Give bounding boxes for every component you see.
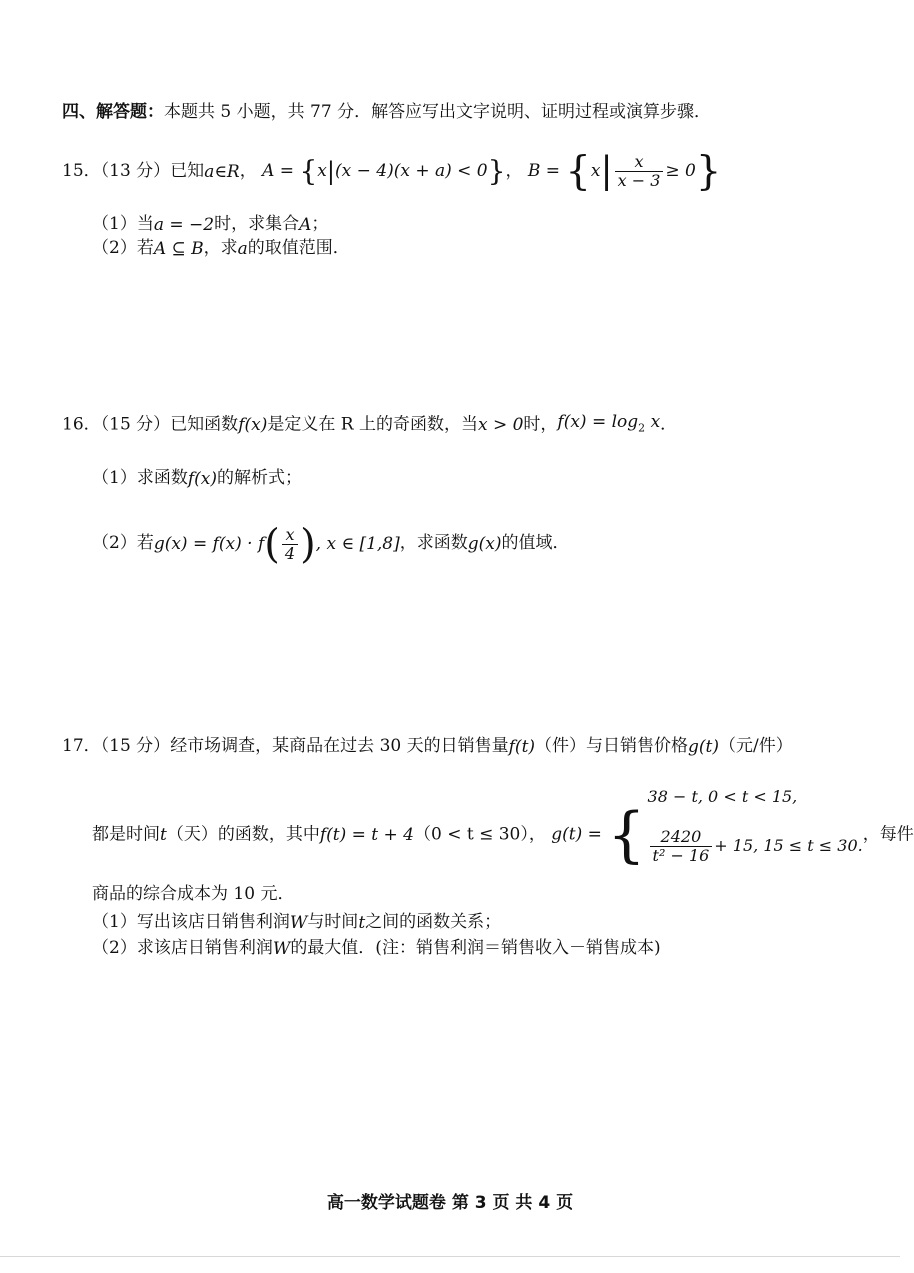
q15-set-a-cond: (x − 4)(x + a) < 0 xyxy=(334,161,488,182)
q17-p2-end: 的最大值．(注：销售利润＝销售收入－销售成本) xyxy=(290,938,661,958)
q15-p1-pre: 当 xyxy=(136,214,154,234)
q17-gt: g(t) xyxy=(688,736,720,757)
q16-intro: 已知函数 xyxy=(170,414,239,435)
q16-score: （15 分） xyxy=(100,414,171,435)
q15-sep1: ， xyxy=(239,161,257,181)
q15-p1-set: A xyxy=(299,214,312,235)
q16-fx: f(x) xyxy=(238,415,268,436)
q15-p2-math: A ⊆ B xyxy=(153,238,204,259)
q17-p1-label: （1） xyxy=(92,912,137,932)
q17-l2-sep: ， xyxy=(528,824,546,845)
page-footer: 高一数学试题卷 第 3 页 共 4 页 xyxy=(326,1193,574,1213)
q16-p1-end: 的解析式； xyxy=(216,468,302,488)
left-paren-glyph: ( xyxy=(264,521,280,567)
q16-p2-g: g(x) = f(x) · f xyxy=(153,533,265,554)
q15-p1-label: （1） xyxy=(92,214,137,234)
section-header xyxy=(62,100,711,124)
q15-set-b xyxy=(528,146,721,197)
q16-part-1 xyxy=(92,466,302,491)
q15-intro: 已知 xyxy=(170,161,205,181)
q17-p1-t: t xyxy=(358,912,366,933)
q15-number: 15． xyxy=(62,161,101,181)
q17-l2-gt: g(t) = xyxy=(551,824,602,845)
q16-number: 16． xyxy=(62,414,101,435)
q17-cases-list xyxy=(648,786,863,884)
q17-l3: 商品的综合成本为 10 元． xyxy=(92,884,295,904)
q17-case-2-num: 2420 xyxy=(660,826,702,846)
q15-p1-end: ； xyxy=(311,214,329,234)
q17-case-2-fraction xyxy=(650,828,713,865)
q17-ft: f(t) xyxy=(508,736,536,757)
left-brace-glyph: { xyxy=(299,154,318,188)
q16-log-base: 2 xyxy=(638,421,646,435)
q17-l2-end: ，每件 xyxy=(862,824,914,845)
q16-part-2 xyxy=(92,518,570,568)
question-16-stem xyxy=(62,410,677,440)
q16-p2-dom: , x ∈ [1,8] xyxy=(315,533,400,554)
q17-part-2 xyxy=(92,936,661,961)
q16-mid2: 时， xyxy=(523,414,558,435)
q15-p2-label: （2） xyxy=(92,238,137,258)
q17-case-2-rest: + 15, 15 ≤ t ≤ 30. xyxy=(714,836,863,855)
q16-p2-frac-num: x xyxy=(285,524,295,544)
bar-glyph: | xyxy=(326,157,335,186)
q15-a-in-r: a∈R xyxy=(204,161,240,182)
q16-p2-fraction xyxy=(282,526,298,563)
question-15-stem xyxy=(62,146,721,196)
q15-set-a-var: x xyxy=(317,161,327,182)
q16-p2-pre: 若 xyxy=(136,533,154,553)
q16-cond: x > 0 xyxy=(477,415,524,436)
q15-part-2 xyxy=(92,236,350,261)
q15-p1-math: a = −2 xyxy=(153,214,215,235)
q17-l2-t: t xyxy=(160,825,167,845)
q17-p1-pre: 写出该店日销售利润 xyxy=(136,912,290,932)
q17-l2-ft: f(t) = t + 4 xyxy=(319,825,414,845)
section-instructions: 本题共 5 小题，共 77 分．解答应写出文字说明、证明过程或演算步骤． xyxy=(164,102,712,122)
cases-brace-glyph: { xyxy=(607,800,646,870)
q15-part-1 xyxy=(92,212,328,237)
q17-piecewise xyxy=(551,786,862,884)
question-17-stem xyxy=(62,734,793,759)
q15-set-b-rel: ≥ 0 xyxy=(665,161,696,182)
q17-p1-end: 之间的函数关系； xyxy=(365,912,502,932)
q17-case-2 xyxy=(648,808,863,884)
q15-p2-pre: 若 xyxy=(136,238,154,258)
q17-case-1: 38 − t, 0 < t < 15, xyxy=(647,787,798,806)
q15-p2-end: 的取值范围． xyxy=(247,238,350,258)
q17-p2-label: （2） xyxy=(92,938,137,958)
q15-set-b-fraction xyxy=(615,153,664,190)
q17-p1-mid: 与时间 xyxy=(307,912,359,932)
q15-set-b-den: x − 3 xyxy=(615,171,664,190)
q16-p2-label: （2） xyxy=(92,533,137,553)
q15-p2-mid: ，求 xyxy=(203,238,238,258)
q17-l2-pre: 都是时间 xyxy=(92,824,160,845)
q15-set-b-var: x xyxy=(590,161,601,182)
bar-glyph: | xyxy=(600,150,613,192)
q17-part-1 xyxy=(92,910,501,935)
q17-cases xyxy=(607,786,862,884)
q16-p2-frac-den: 4 xyxy=(282,544,298,563)
q17-score: （15 分） xyxy=(100,736,171,756)
q15-sep2: ， xyxy=(505,161,523,181)
q15-set-b-num: x xyxy=(634,152,644,172)
right-brace-glyph: } xyxy=(487,154,506,188)
q17-l2-dom: （0 < t ≤ 30） xyxy=(413,824,529,845)
section-label: 四、解答题： xyxy=(62,102,164,122)
left-brace-glyph: { xyxy=(565,148,591,195)
q16-p2-gx: g(x) xyxy=(467,533,502,554)
q17-unit2: （元/件） xyxy=(719,736,793,756)
q16-p1-pre: 求函数 xyxy=(136,468,188,488)
q15-set-a-lhs: A = xyxy=(262,161,295,182)
q17-intro: 经市场调查，某商品在过去 30 天的日销售量 xyxy=(170,736,509,756)
right-paren-glyph: ) xyxy=(300,521,316,567)
q15-score: （13 分） xyxy=(100,161,171,181)
q15-p1-mid: 时，求集合 xyxy=(214,214,300,234)
q17-l2-mid: （天）的函数，其中 xyxy=(166,824,320,845)
q17-case-2-den: t² − 16 xyxy=(650,846,713,865)
q16-mid1: 是定义在 R 上的奇函数，当 xyxy=(267,414,478,435)
q17-p1-w: W xyxy=(289,912,308,933)
q17-unit1: （件）与日销售价格 xyxy=(535,736,689,756)
q15-p2-var: a xyxy=(237,238,248,259)
q17-p2-w: W xyxy=(272,938,291,959)
q15-set-a xyxy=(262,146,505,197)
q16-end: ． xyxy=(660,414,678,435)
q16-log-expr xyxy=(557,410,660,440)
q17-line-3 xyxy=(92,882,294,906)
q16-p1-label: （1） xyxy=(92,468,137,488)
q16-p2-end: 的值域． xyxy=(501,533,570,553)
right-brace-glyph: } xyxy=(695,148,722,195)
q17-line-2 xyxy=(92,786,914,870)
q17-number: 17． xyxy=(62,736,101,756)
q16-fx2: f(x) = log xyxy=(557,412,639,432)
bottom-divider xyxy=(0,1256,900,1257)
q16-p2-expr xyxy=(154,519,400,569)
q15-set-b-lhs: B = xyxy=(527,161,560,182)
q17-p2-pre: 求该店日销售利润 xyxy=(136,938,273,958)
q16-log-arg: x xyxy=(650,412,661,432)
q16-p1-fx: f(x) xyxy=(187,468,217,489)
q16-p2-mid: ，求函数 xyxy=(399,533,468,553)
